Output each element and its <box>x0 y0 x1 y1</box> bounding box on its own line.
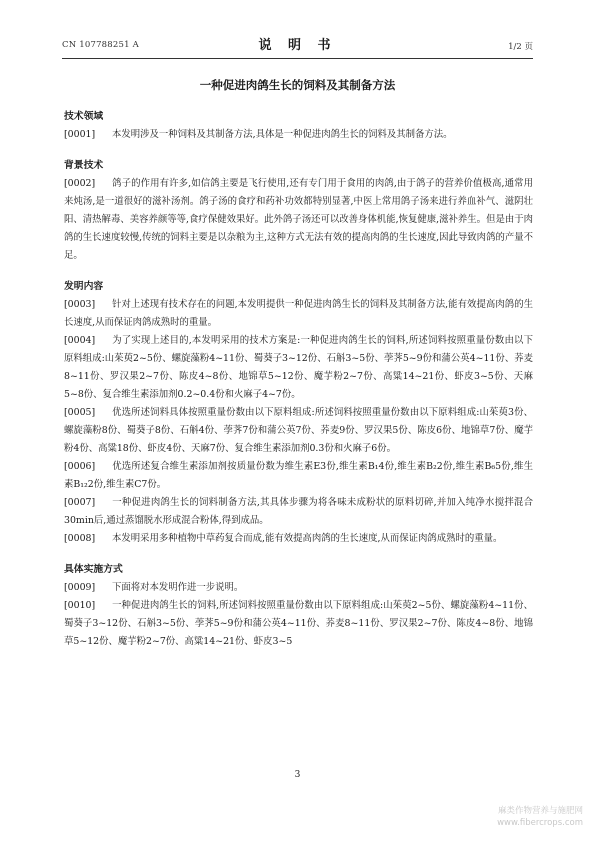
paragraph <box>64 579 533 597</box>
paragraph-number: [0007] <box>64 497 96 508</box>
paragraph-text: 鸽子的作用有许多,如信鸽主要是飞行使用,还有专门用于食用的肉鸽,由于鸽子的营养价值极高,通常用来炖汤,是一道很好的滋补汤剂。鸽子汤的食疗和药补功效都特别显著,中医上常用鸽子汤来进行养血补气、滋阴壮阳、清热解毒、美容养颜等等,食疗保健效果好。此外鸽子汤还可以改善身体机能,恢复健康,滋补养生。但是由于肉鸽的生长速度较慢,传统的饲料主要是以杂粮为主,这种方式无法有效的提高肉鸽的生长速度,因此导致肉鸽的产量不足。 <box>64 178 533 261</box>
paragraph-text: 优选所述饲料具体按照重量份数由以下原料组成:所述饲料按照重量份数由以下原料组成:山茱萸3份、螺旋藻粉8份、蜀葵子8份、石斛4份、荸荠7份和蒲公英7份、荞麦9份、罗汉果5份、陈皮6份、地锦草7份、魔芋粉4份、高粱18份、虾皮4份、天麻7份、复合维生素添加剂0.3份和火麻子6份。 <box>64 407 533 454</box>
paragraph <box>64 597 533 651</box>
paragraph <box>64 296 533 332</box>
paragraph <box>64 332 533 404</box>
paragraph-number: [0010] <box>64 600 96 611</box>
watermark-url: www.fibercrops.com <box>497 818 583 828</box>
watermark-site-name: 麻类作物营养与施肥网 <box>497 806 583 816</box>
paragraph-number: [0005] <box>64 407 96 418</box>
patent-number: CN 107788251 A <box>62 40 139 50</box>
paragraph <box>64 404 533 458</box>
page-number: 3 <box>294 770 301 780</box>
section-heading: 具体实施方式 <box>64 564 123 575</box>
page-header <box>62 32 533 58</box>
paragraph-text: 一种促进肉鸽生长的饲料,所述饲料按照重量份数由以下原料组成:山茱萸2~5份、螺旋藻粉4~11份、蜀葵子3~12份、石斛3~5份、荸荠5~9份和蒲公英4~11份、荞麦8~11份、罗汉果2~7份、陈皮4~8份、地锦草5~12份、魔芋粉2~7份、高粱14~21份、虾皮3~5 <box>64 600 533 647</box>
header-divider <box>62 58 533 59</box>
paragraph <box>64 126 533 144</box>
paragraph-text: 优选所述复合维生素添加剂按质量份数为维生素E3份,维生素B₁4份,维生素B₂2份,维生素B₆5份,维生素B₁₂2份,维生素C7份。 <box>64 461 533 490</box>
paragraph-text: 针对上述现有技术存在的问题,本发明提供一种促进肉鸽生长的饲料及其制备方法,能有效提高肉鸽的生长速度,从而保证肉鸽成熟时的重量。 <box>64 299 533 328</box>
paragraph-text: 为了实现上述目的,本发明采用的技术方案是:一种促进肉鸽生长的饲料,所述饲料按照重量份数由以下原料组成:山茱萸2~5份、螺旋藻粉4~11份、蜀葵子3~12份、石斛3~5份、荸荠5~9份和蒲公英4~11份、荞麦8~11份、罗汉果2~7份、陈皮4~8份、地锦草5~12份、魔芋粉2~7份、高粱14~21份、虾皮3~5份、天麻5~8份、复合维生素添加剂0.2~0.4份和火麻子4~7份。 <box>64 335 533 400</box>
paragraph <box>64 175 533 265</box>
document-body <box>64 108 533 651</box>
paragraph-number: [0004] <box>64 335 96 346</box>
paragraph-number: [0008] <box>64 533 96 544</box>
paragraph-number: [0003] <box>64 299 96 310</box>
paragraph-text: 本发明采用多种植物中草药复合而成,能有效提高肉鸽的生长速度,从而保证肉鸽成熟时的重量。 <box>112 533 503 544</box>
paragraph-number: [0009] <box>64 582 96 593</box>
paragraph-text: 下面将对本发明作进一步说明。 <box>112 582 244 593</box>
paragraph <box>64 458 533 494</box>
paragraph-text: 本发明涉及一种饲料及其制备方法,具体是一种促进肉鸽生长的饲料及其制备方法。 <box>112 129 453 140</box>
section-heading: 技术领域 <box>64 111 104 122</box>
paragraph-number: [0002] <box>64 178 96 189</box>
section-heading: 背景技术 <box>64 160 104 171</box>
section-heading: 发明内容 <box>64 281 104 292</box>
paragraph-number: [0001] <box>64 129 96 140</box>
document-title: 一种促进肉鸽生长的饲料及其制备方法 <box>199 78 396 92</box>
paragraph-number: [0006] <box>64 461 96 472</box>
document-type: 说 明 书 <box>258 38 337 53</box>
page-indicator: 1/2 页 <box>508 42 533 52</box>
watermark <box>497 805 583 829</box>
paragraph <box>64 530 533 548</box>
paragraph <box>64 494 533 530</box>
paragraph-text: 一种促进肉鸽生长的饲料制备方法,其具体步骤为将各味未成粉状的原料切碎,并加入纯净水搅拌混合30min后,通过蒸馏脱水形成混合粉体,得到成品。 <box>64 497 533 526</box>
